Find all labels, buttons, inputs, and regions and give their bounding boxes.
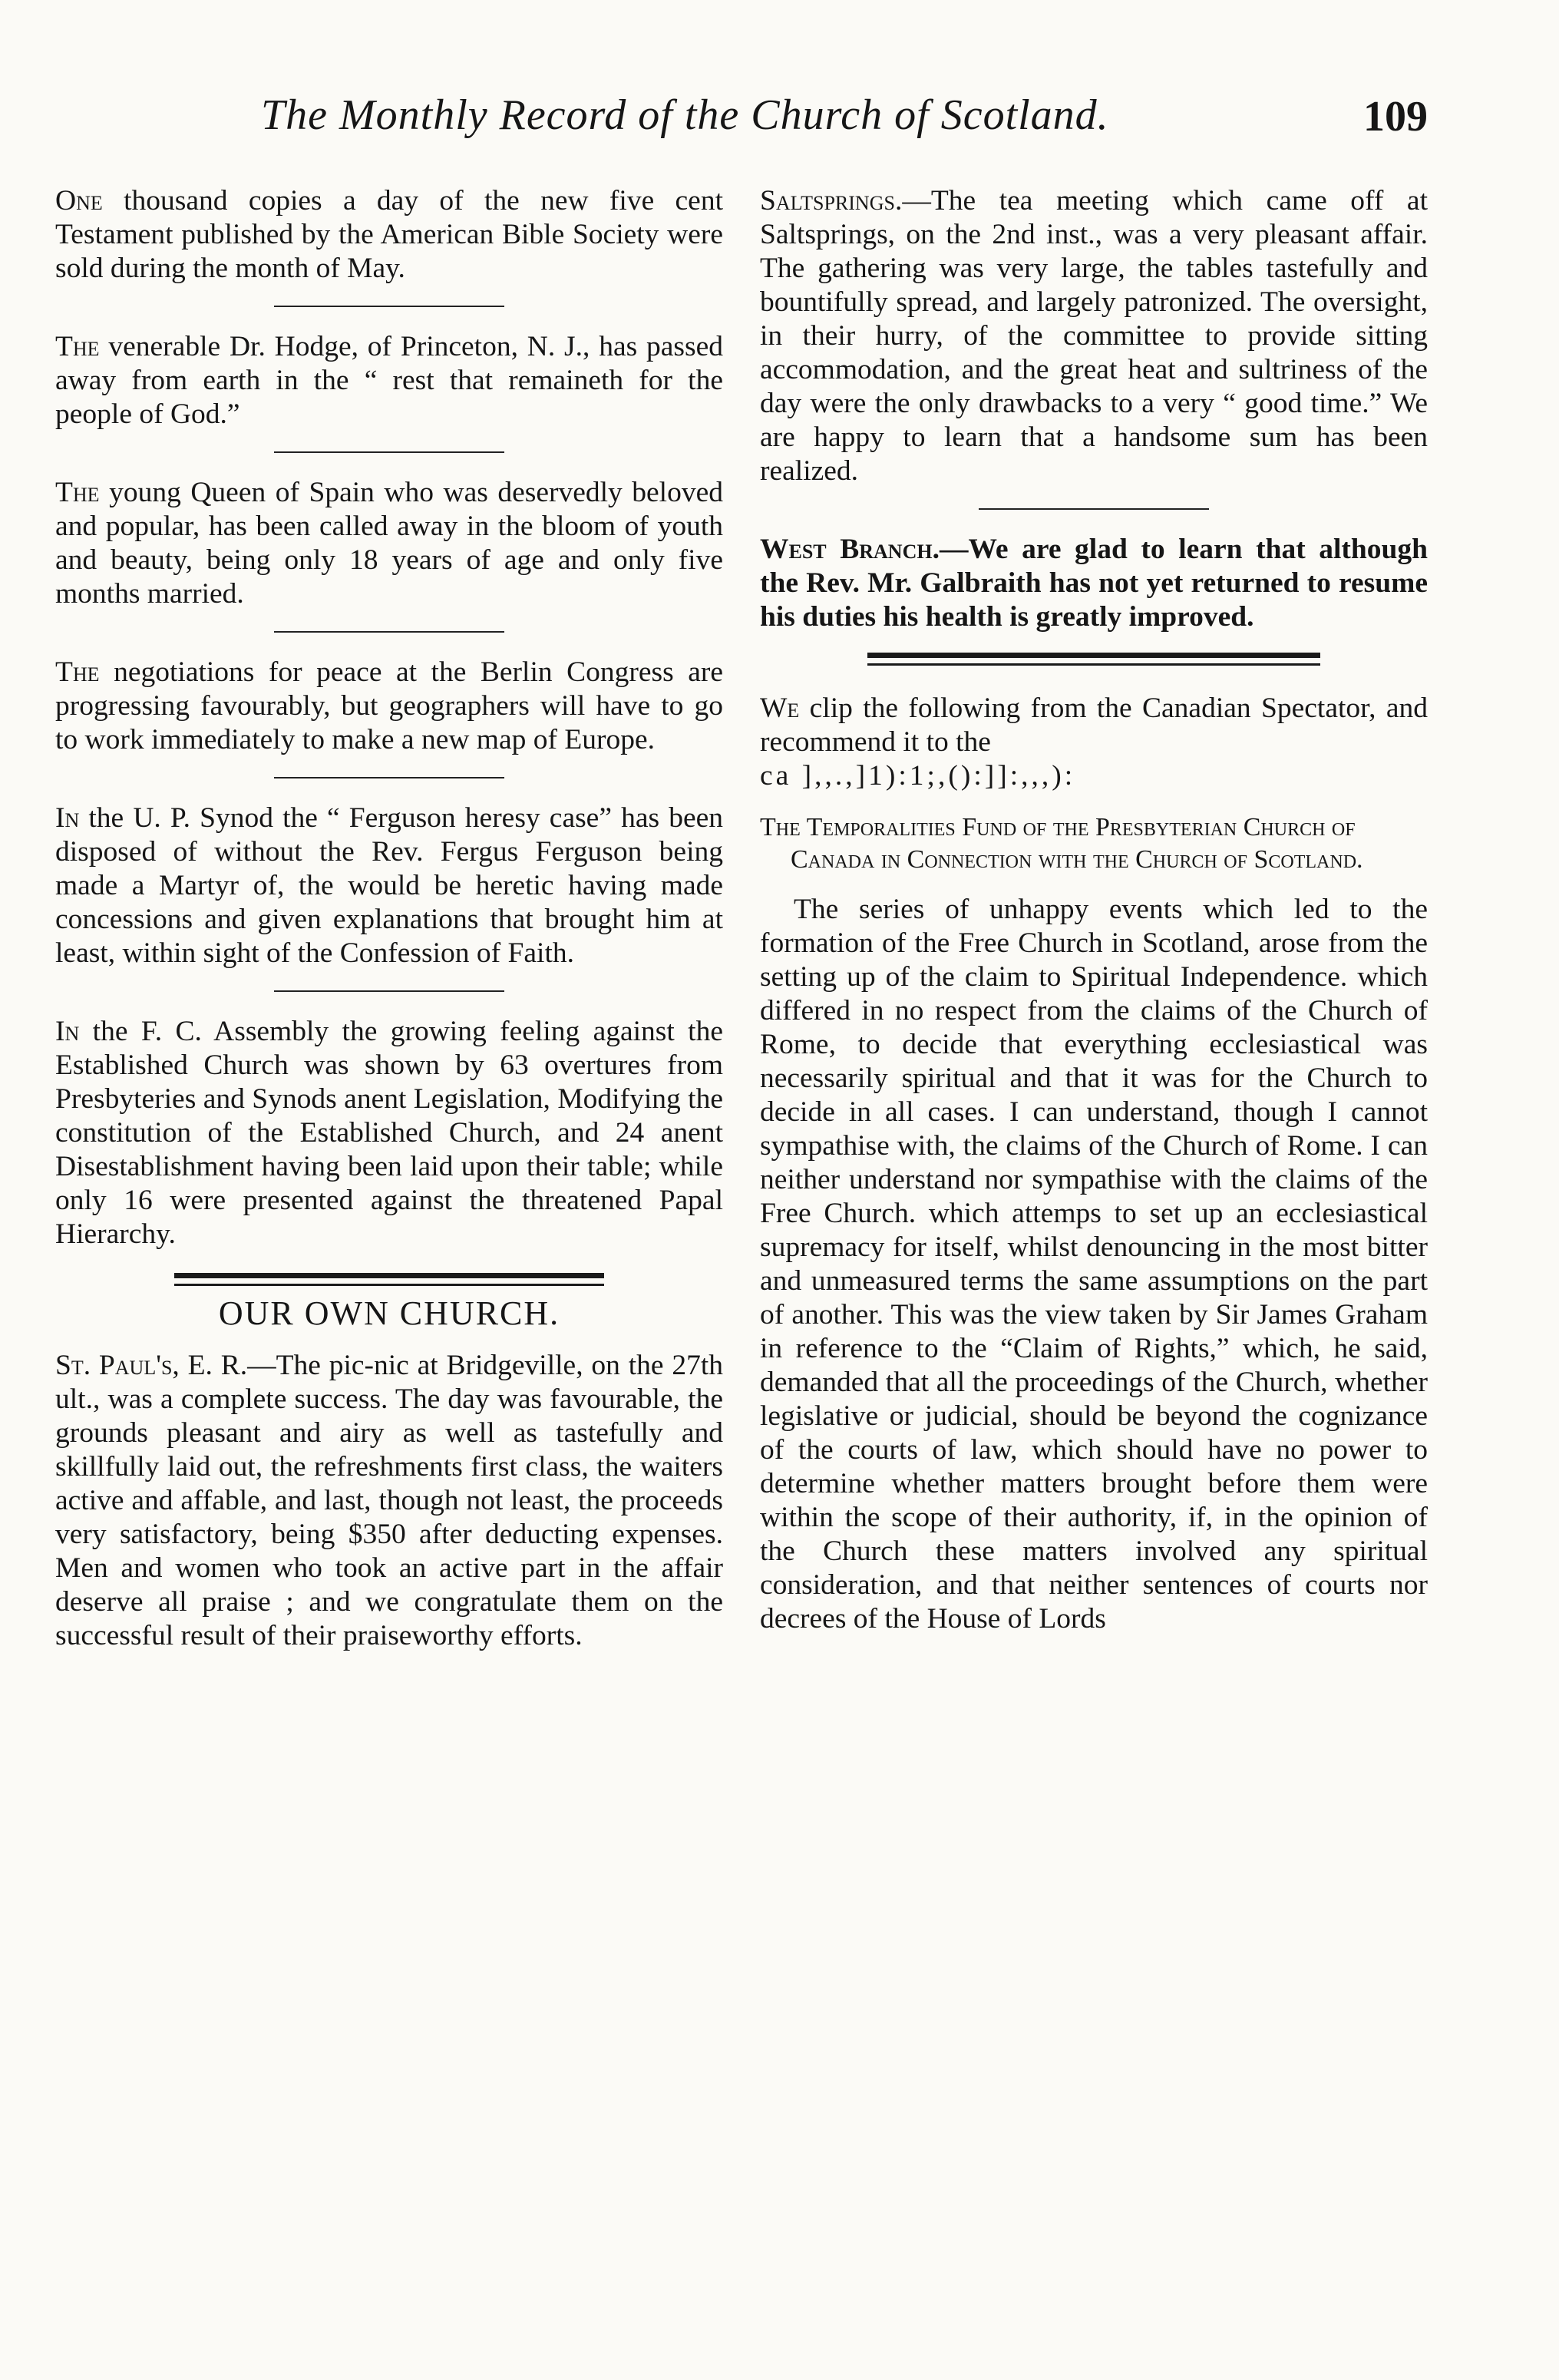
item-text: the U. P. Synod the “ Ferguson heresy case” has been disposed of without the Rev. Fergus Ferguson being made a Martyr of, the would be heretic having made concessions and given explanations that brought him at least, within sight of the Confession of Faith.	[55, 802, 723, 969]
divider	[274, 777, 504, 778]
section-rule	[174, 1273, 604, 1286]
section-rule-thick	[174, 1273, 604, 1278]
item-lead: The	[55, 331, 100, 362]
double-rule-thick	[867, 653, 1320, 658]
section-rule-thin	[174, 1284, 604, 1286]
news-item	[55, 656, 723, 757]
item-lead: In	[55, 802, 80, 834]
divider	[274, 990, 504, 992]
church-news-item	[55, 1349, 723, 1653]
clip-intro	[760, 692, 1428, 793]
news-item	[55, 1015, 723, 1251]
section-heading: OUR OWN CHURCH.	[218, 1294, 560, 1332]
item-text: thousand copies a day of the new five cent Testament published by the American Bible Society were sold during the month of May.	[55, 185, 723, 284]
church-news-item	[760, 533, 1428, 634]
item-lead: West Branch.	[760, 534, 940, 565]
running-title: The Monthly Record of the Church of Scotland.	[261, 91, 1109, 139]
item-lead: We	[760, 693, 800, 724]
page-number: 109	[1363, 93, 1428, 140]
item-text: —We are glad to learn that although the Rev. Mr. Galbraith has not yet returned to resume his duties his health is greatly improved.	[760, 534, 1428, 633]
item-text: —The pic-nic at Bridgeville, on the 27th ult., was a complete success. The day was favourable, the grounds pleasant and airy as well as tastefully and skillfully laid out, the refreshments first class, the waiters active and affable, and last, though not least, the proceeds very satisfactory, being $350 after deducting expenses. Men and women who took an active part in the affair deserve all praise ; and we congratulate them on the successful result of their praiseworthy efforts.	[55, 1350, 723, 1651]
church-news-item	[760, 184, 1428, 488]
item-lead: The	[55, 477, 100, 508]
news-item	[55, 184, 723, 286]
item-text: young Queen of Spain who was deservedly beloved and popular, has been called away in the bloom of youth and beauty, being only 18 years of age and only five months married.	[55, 477, 723, 610]
right-column	[760, 184, 1428, 1636]
running-header	[261, 91, 1428, 152]
garbled-line: ca ],,.,]1):1;,():]]:,,,):	[760, 760, 1076, 792]
news-item	[55, 802, 723, 970]
news-item	[55, 476, 723, 611]
article-body: The series of unhappy events which led to the formation of the Free Church in Scotland, arose from the setting up of the claim to Spiritual Independence. which differed in no respect from the claims of the Church of Rome, to decide that everything ecclesiastical was necessarily spiritual and that it was for the Church to decide in all cases. I can understand, though I cannot sympathise with, the claims of the Church of Rome. I can neither understand nor sympathise with the claims of the Free Church. which attemps to set up an ecclesiastical supremacy for itself, whilst denouncing in the most bitter and unmeasured terms the same assumptions on the part of another. This was the view taken by Sir James Graham in reference to the “Claim of Rights,” which, he said, demanded that all the proceedings of the Church, whether legislative or judicial, should be beyond the cognizance of the courts of law, which should have no power to determine whether matters brought before them were within the scope of their authority, if, in the opinion of the Church these matters involved any spiritual consideration, and that neither sentences of courts nor decrees of the House of Lords	[760, 894, 1428, 1635]
item-text: venerable Dr. Hodge, of Princeton, N. J., has passed away from earth in the “ rest that remaineth for the people of God.”	[55, 331, 723, 430]
news-item	[55, 330, 723, 431]
item-lead: The	[55, 656, 100, 688]
item-text: the F. C. Assembly the growing feeling against the Established Church was shown by 63 overtures from Presbyteries and Synods anent Legislation, Modifying the constitution of the Established Church, and 24 anent Disestablishment having been laid upon their table; while only 16 were presented against the threatened Papal Hierarchy.	[55, 1016, 723, 1250]
double-rule-thin	[867, 663, 1320, 666]
article-title: The Temporalities Fund of the Presbyterian Church of Canada in Connection with the Church of Scotland.	[760, 813, 1363, 874]
item-text: clip the following from the Canadian Spectator, and recommend it to the	[760, 693, 1428, 758]
item-lead: St. Paul's, E. R.	[55, 1350, 248, 1381]
divider	[979, 508, 1209, 510]
item-text: negotiations for peace at the Berlin Congress are progressing favourably, but geographers will have to go to work immediately to make a new map of Europe.	[55, 656, 723, 755]
item-lead: In	[55, 1016, 80, 1047]
divider	[274, 451, 504, 453]
divider	[274, 306, 504, 307]
item-lead: Saltsprings.	[760, 185, 903, 217]
double-rule	[867, 653, 1320, 666]
item-text: —The tea meeting which came off at Saltsprings, on the 2nd inst., was a very pleasant affair. The gathering was very large, the tables tastefully and bountifully spread, and largely patronized. The oversight, in their hurry, of the committee to provide sitting accommodation, and the great heat and sultriness of the day were the only drawbacks to a very “ good time.” We are happy to learn that a handsome sum has been realized.	[760, 185, 1428, 487]
item-lead: One	[55, 185, 103, 217]
divider	[274, 631, 504, 633]
left-column	[55, 184, 723, 1671]
